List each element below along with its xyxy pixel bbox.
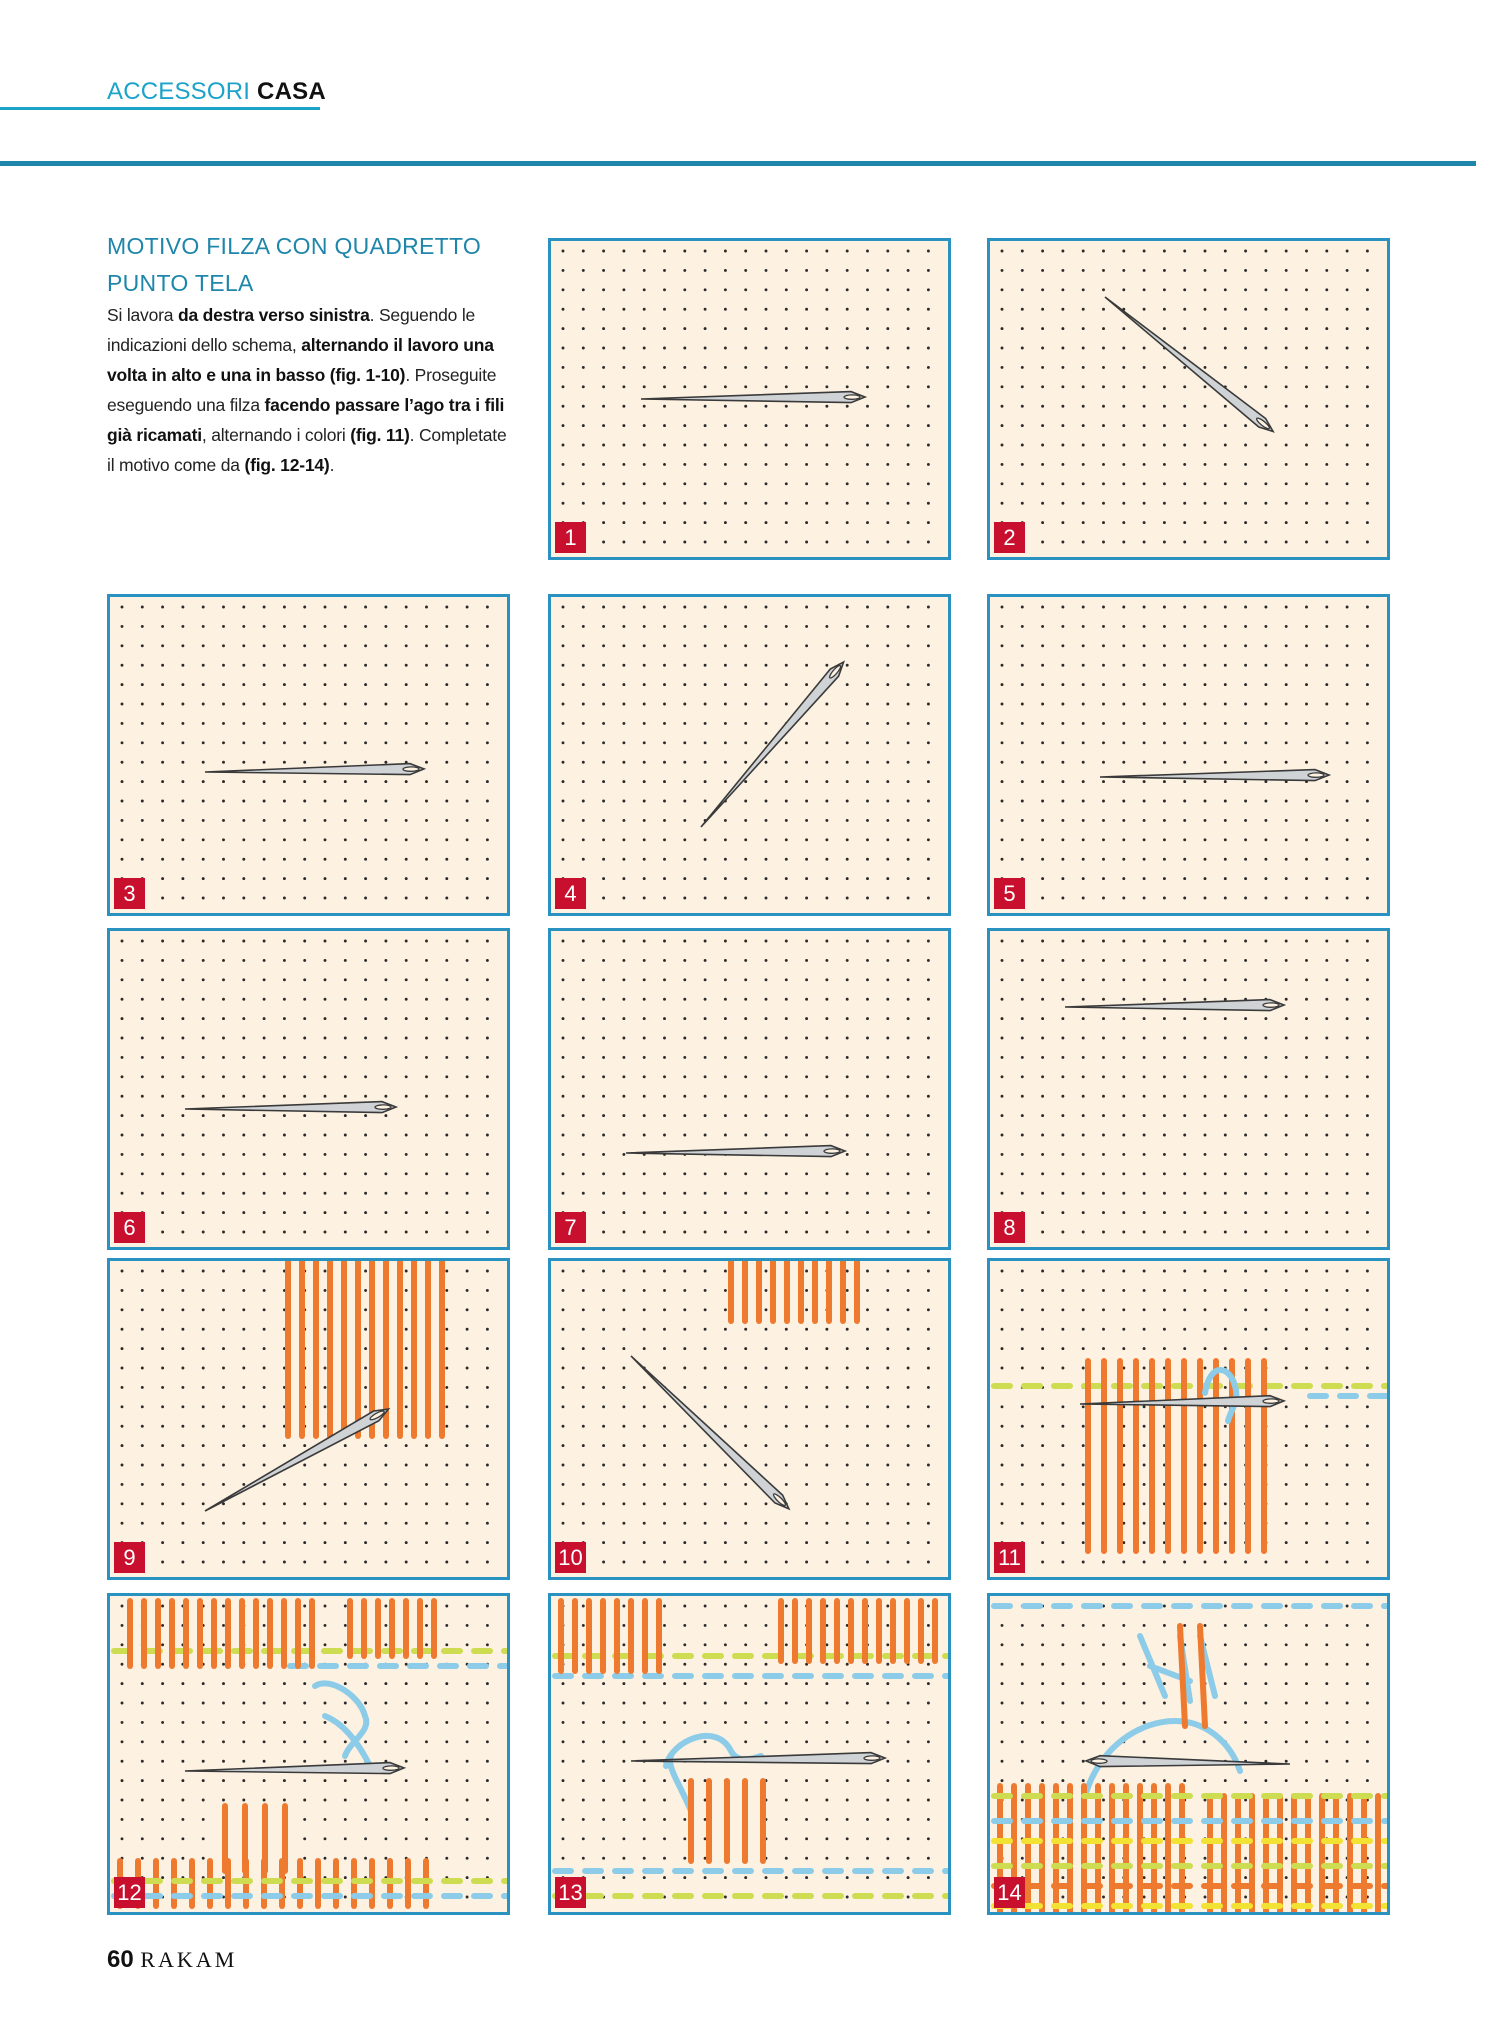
figure-number: 14 (994, 1877, 1025, 1908)
canvas-dots (562, 606, 930, 900)
figure-number: 4 (555, 878, 586, 909)
folio (107, 1946, 237, 1974)
figure-13 (548, 1593, 951, 1915)
figure-number: 6 (114, 1212, 145, 1243)
body-text: . Completate il motivo come da (107, 425, 507, 475)
article-title-line-1: MOTIVO FILZA CON QUADRETTO (107, 233, 482, 259)
stitch-diagram (551, 1261, 948, 1577)
figure-number: 2 (994, 522, 1025, 553)
section-category: ACCESSORI (107, 78, 251, 105)
figure-number: 8 (994, 1212, 1025, 1243)
figure-number: 5 (994, 878, 1025, 909)
needle-icon (701, 662, 844, 827)
body-text: , alternando i colori (201, 425, 351, 445)
figure-7 (548, 928, 951, 1250)
thread-path (1180, 1626, 1205, 1726)
body-text: . (329, 455, 335, 475)
stitch-diagram (990, 241, 1387, 557)
stitch-diagram (990, 931, 1387, 1247)
header-rule (0, 161, 1476, 166)
needle-icon (626, 1146, 845, 1157)
canvas-dots (562, 940, 930, 1234)
needle-icon (641, 392, 865, 403)
figure-11 (987, 1258, 1390, 1580)
section-underline (0, 107, 320, 110)
stitch-diagram (551, 931, 948, 1247)
canvas-dots (1001, 250, 1369, 544)
canvas-dots (121, 606, 489, 900)
article-body (107, 300, 507, 480)
thread-path (400, 777, 403, 792)
needle-icon (185, 1102, 396, 1113)
figure-9 (107, 1258, 510, 1580)
canvas-dots (121, 940, 489, 1234)
body-emphasis: (fig. 12-14) (244, 455, 330, 475)
thread-path (841, 406, 844, 429)
thread-path (315, 1683, 370, 1766)
figure-number: 1 (555, 522, 586, 553)
section-tag (107, 78, 326, 106)
thread-path (671, 1315, 786, 1496)
thread-path (1235, 1291, 1290, 1356)
stitch-diagram (110, 597, 507, 913)
body-text: Si lavora (107, 305, 178, 325)
stitch-diagram (110, 1261, 507, 1577)
thread-path (1172, 951, 1290, 1195)
body-text: . Seguendo le indicazioni dello schema, (107, 305, 476, 355)
figure-8 (987, 928, 1390, 1250)
stitch-diagram (990, 1261, 1387, 1577)
canvas-dots (1001, 606, 1369, 900)
needle-icon (1086, 1756, 1290, 1767)
figure-1 (548, 238, 951, 560)
stitch-diagram (990, 597, 1387, 913)
body-text: . Proseguite eseguendo una filza (107, 365, 497, 415)
needle-icon (1065, 1000, 1284, 1011)
needle-icon (1105, 297, 1273, 432)
figure-number: 13 (555, 1877, 586, 1908)
body-emphasis: da destra verso sinistra (177, 305, 370, 325)
thread-path (686, 1636, 771, 1696)
magazine-name: RAKAM (140, 1947, 238, 1972)
stitch-diagram (551, 1596, 948, 1912)
thread-path (746, 343, 820, 396)
needle-icon (185, 1763, 404, 1774)
figure-number: 9 (114, 1542, 145, 1573)
figure-6 (107, 928, 510, 1250)
needle-icon (631, 1356, 789, 1509)
needle-icon (205, 1409, 389, 1511)
body-emphasis: (fig. 11) (350, 425, 410, 445)
canvas-dots (1001, 940, 1369, 1234)
figure-12 (107, 1593, 510, 1915)
figure-4 (548, 594, 951, 916)
body-emphasis: alternando il lavoro una volta in alto e una in basso (fig. 1-10) (107, 335, 494, 385)
needle-icon (1100, 770, 1329, 781)
thread-path (776, 767, 796, 827)
article-title-line-2: PUNTO TELA (107, 270, 254, 296)
needle-icon (205, 764, 424, 775)
stitch-diagram (551, 597, 948, 913)
thread-path (285, 1031, 373, 1141)
stitch-diagram (990, 1596, 1387, 1912)
figure-number: 10 (555, 1542, 586, 1573)
section-subcategory: CASA (257, 78, 326, 105)
figure-number: 7 (555, 1212, 586, 1243)
figure-number: 11 (994, 1542, 1025, 1573)
figure-10 (548, 1258, 951, 1580)
article-title (107, 228, 507, 302)
body-emphasis: facendo passare l’ago tra i fili già ricamati (107, 395, 505, 445)
page-number: 60 (107, 1946, 134, 1973)
figure-14 (987, 1593, 1390, 1915)
figure-3 (107, 594, 510, 916)
stitch-diagram (551, 241, 948, 557)
figure-number: 12 (114, 1877, 145, 1908)
stitch-diagram (110, 931, 507, 1247)
thread-path (285, 670, 385, 759)
figure-5 (987, 594, 1390, 916)
figure-number: 3 (114, 878, 145, 909)
stitch-diagram (110, 1596, 507, 1912)
figure-2 (987, 238, 1390, 560)
